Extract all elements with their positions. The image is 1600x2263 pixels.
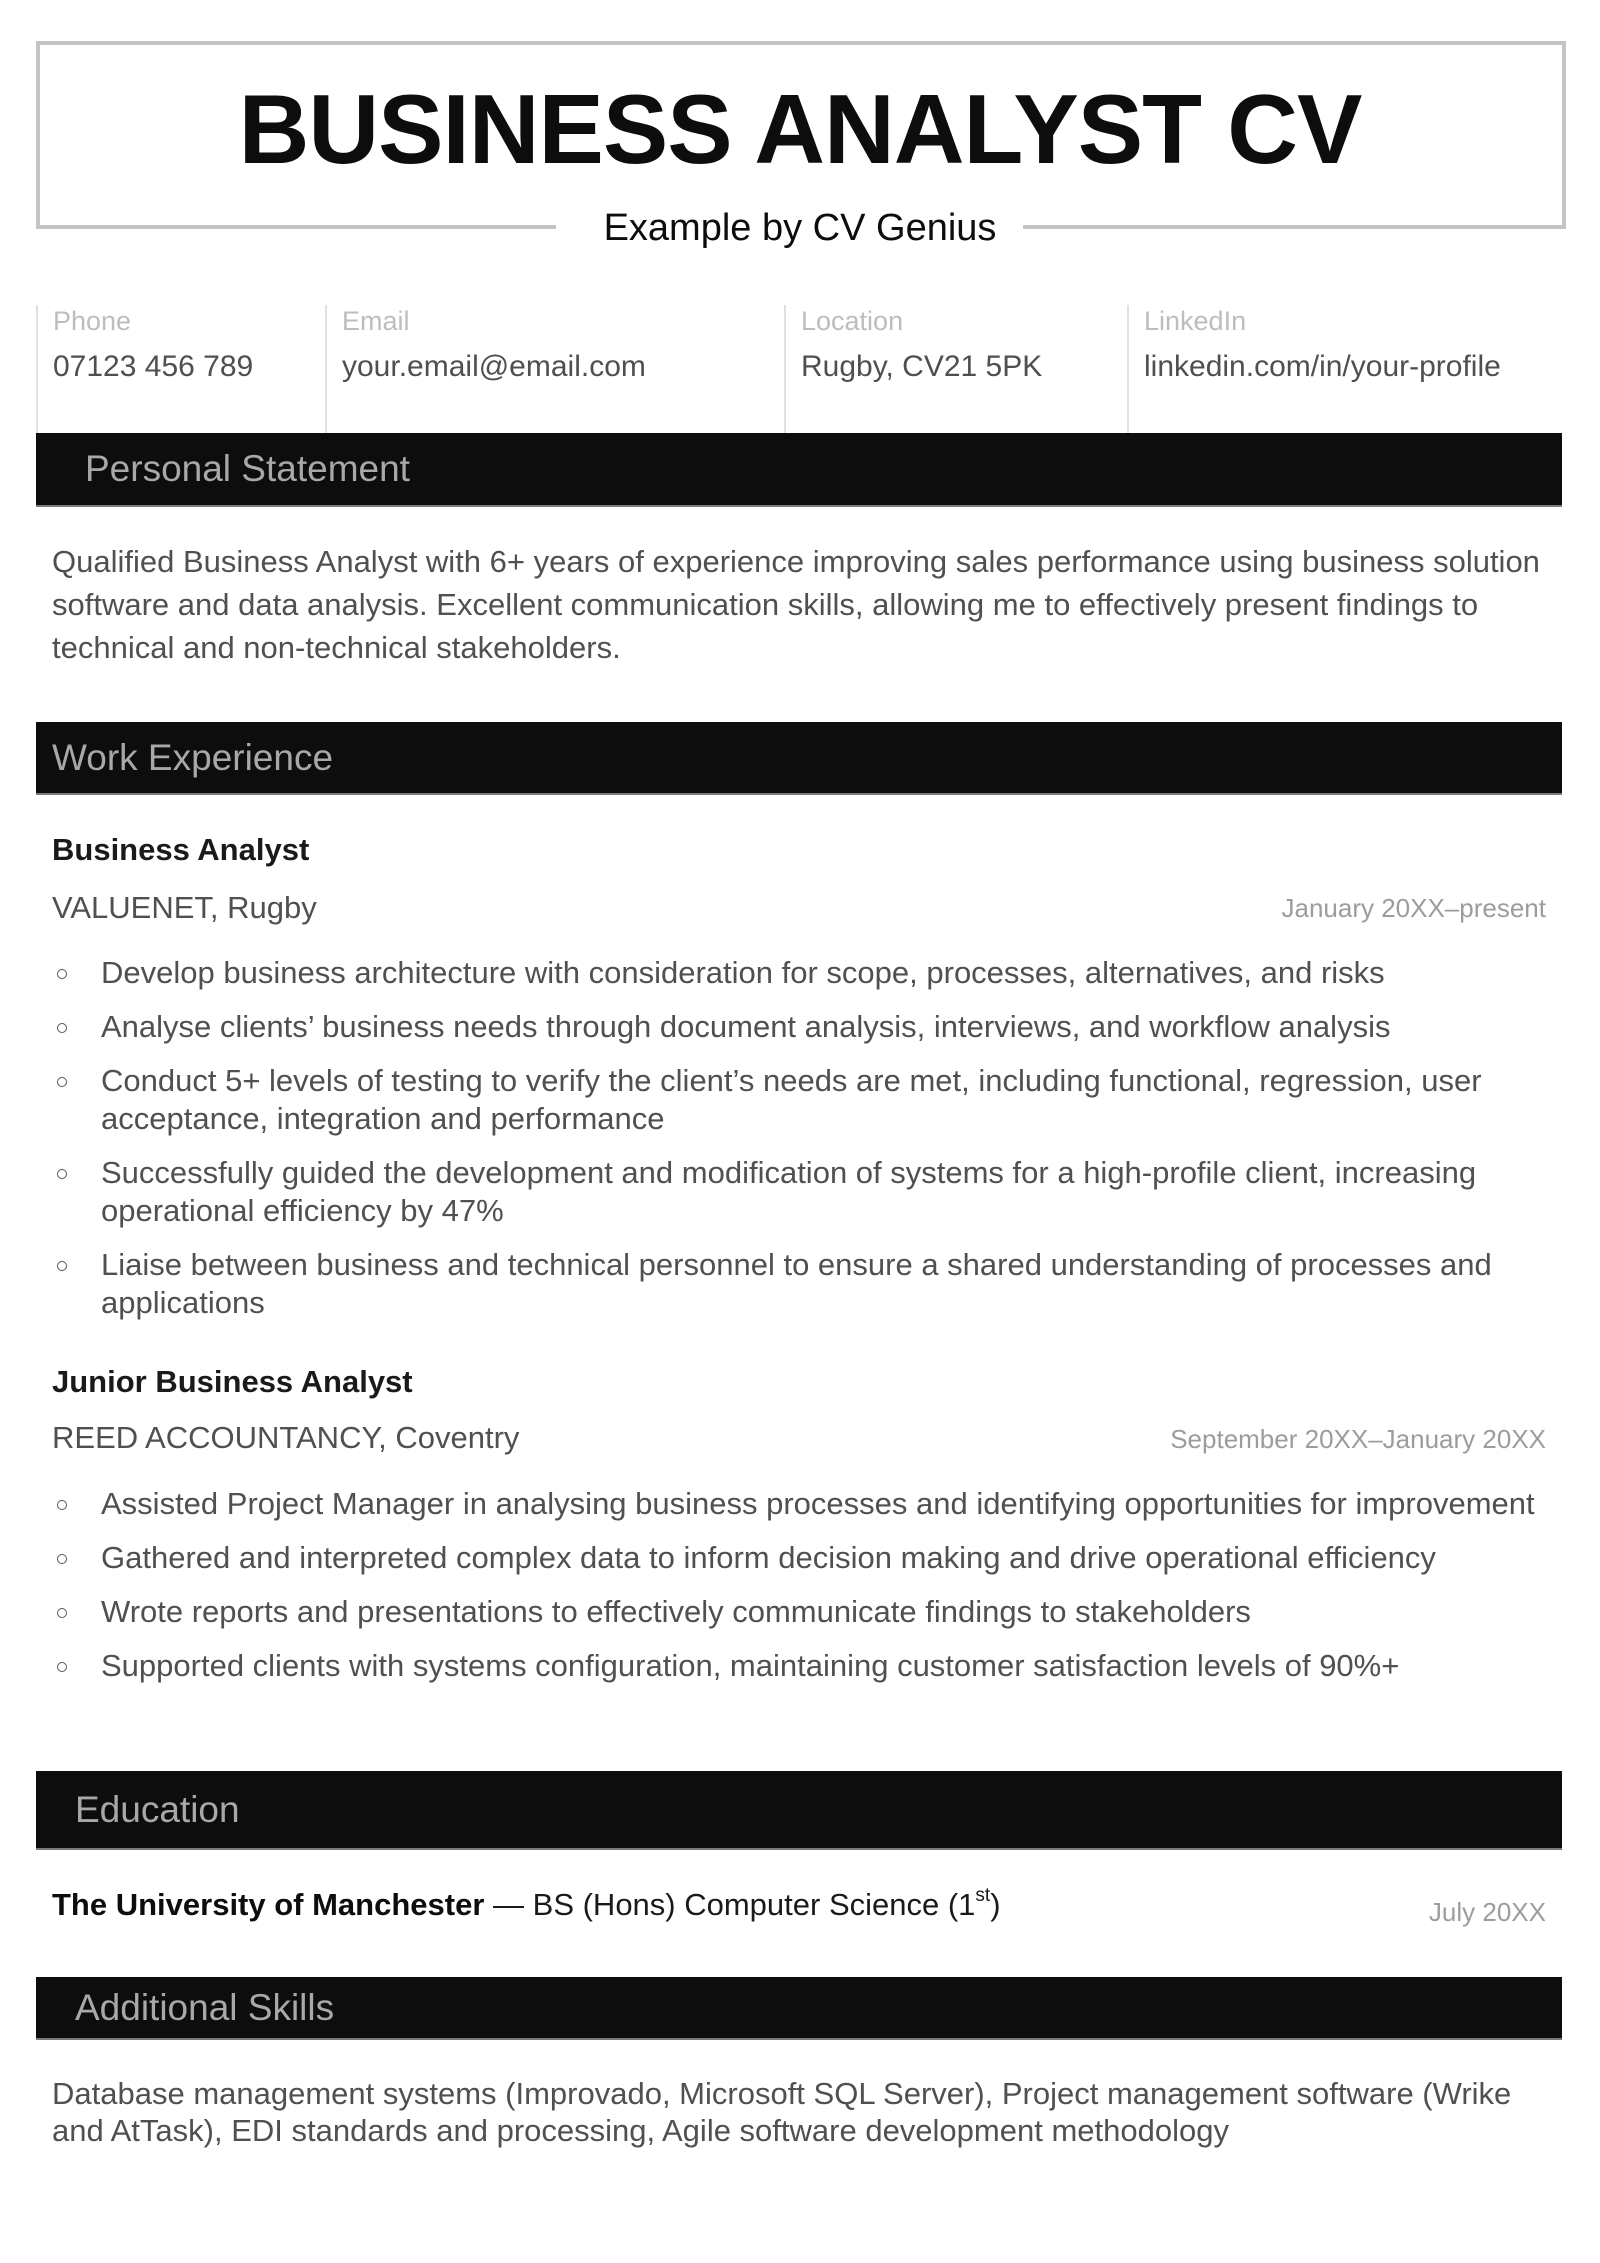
contact-label: LinkedIn bbox=[1144, 306, 1247, 336]
contact-label: Location bbox=[801, 306, 904, 336]
contact-phone bbox=[36, 305, 325, 433]
education-separator: — bbox=[484, 1887, 533, 1922]
list-item: Analyse clients’ business needs through document analysis, interviews, and workflow analysis bbox=[0, 1008, 1600, 1046]
personal-statement-text: Qualified Business Analyst with 6+ years of experience improving sales performance using business solution software and data analysis. Excellent communication skills, allowing me to effectively present findings to technical and non-technical stakeholders. bbox=[52, 544, 1540, 665]
contact-value: 07123 456 789 bbox=[53, 350, 254, 383]
list-item: Wrote reports and presentations to effectively communicate findings to stakeholders bbox=[0, 1593, 1600, 1631]
section-bar-personal-statement bbox=[36, 433, 1562, 507]
job-title: Business Analyst bbox=[52, 832, 310, 867]
hollow-circle-bullet-icon bbox=[57, 1554, 67, 1564]
hollow-circle-bullet-icon bbox=[57, 1077, 67, 1087]
job-bullet-list bbox=[0, 954, 1600, 1338]
job-company: VALUENET, Rugby bbox=[52, 890, 317, 925]
job-company: REED ACCOUNTANCY, Coventry bbox=[52, 1420, 520, 1455]
hollow-circle-bullet-icon bbox=[57, 1608, 67, 1618]
section-heading: Personal Statement bbox=[85, 448, 410, 489]
section-bar-work-experience bbox=[36, 722, 1562, 795]
job-dates: January 20XX–present bbox=[1281, 893, 1546, 923]
list-item: Supported clients with systems configuration, maintaining customer satisfaction levels of 90%+ bbox=[0, 1647, 1600, 1685]
hollow-circle-bullet-icon bbox=[57, 1500, 67, 1510]
education-degree: BS (Hons) Computer Science (1 bbox=[532, 1887, 976, 1922]
contact-label: Email bbox=[342, 306, 410, 336]
job-bullet-list bbox=[0, 1485, 1600, 1701]
hollow-circle-bullet-icon bbox=[57, 1662, 67, 1672]
list-item: Assisted Project Manager in analysing business processes and identifying opportunities for improvement bbox=[0, 1485, 1600, 1523]
hollow-circle-bullet-icon bbox=[57, 969, 67, 979]
job-dates: September 20XX–January 20XX bbox=[1170, 1424, 1546, 1454]
additional-skills-text: Database management systems (Improvado, Microsoft SQL Server), Project management software (Wrike and AtTask), EDI standards and processing, Agile software development methodology bbox=[52, 2076, 1512, 2148]
education-institution: The University of Manchester bbox=[52, 1887, 485, 1922]
page-title: BUSINESS ANALYST CV bbox=[238, 74, 1362, 184]
education-date: July 20XX bbox=[1428, 1897, 1546, 1927]
education-degree-ordinal: st bbox=[975, 1884, 991, 1906]
list-item: Gathered and interpreted complex data to inform decision making and drive operational efficiency bbox=[0, 1539, 1600, 1577]
contact-label: Phone bbox=[53, 306, 132, 336]
contact-email bbox=[325, 305, 784, 433]
hollow-circle-bullet-icon bbox=[57, 1169, 67, 1179]
hollow-circle-bullet-icon bbox=[57, 1261, 67, 1271]
contact-location bbox=[784, 305, 1127, 433]
job-title: Junior Business Analyst bbox=[52, 1364, 413, 1399]
section-heading: Work Experience bbox=[52, 737, 334, 778]
section-heading: Additional Skills bbox=[75, 1987, 335, 2028]
list-item: Successfully guided the development and modification of systems for a high-profile client, increasing operational efficiency by 47% bbox=[0, 1154, 1600, 1230]
section-heading: Education bbox=[75, 1789, 240, 1830]
section-bar-additional-skills bbox=[36, 1977, 1562, 2040]
contact-value: Rugby, CV21 5PK bbox=[801, 350, 1043, 383]
contact-value[interactable]: your.email@email.com bbox=[342, 350, 646, 383]
education-entry: The University of Manchester — BS (Hons) Computer Science (1st) bbox=[52, 1884, 1001, 1922]
contact-linkedin bbox=[1127, 305, 1562, 433]
list-item: Conduct 5+ levels of testing to verify the client’s needs are met, including functional, regression, user acceptance, integration and performance bbox=[0, 1062, 1600, 1138]
hollow-circle-bullet-icon bbox=[57, 1023, 67, 1033]
contact-value[interactable]: linkedin.com/in/your-profile bbox=[1144, 350, 1501, 383]
list-item: Develop business architecture with consideration for scope, processes, alternatives, and risks bbox=[0, 954, 1600, 992]
section-bar-education bbox=[36, 1771, 1562, 1850]
list-item: Liaise between business and technical personnel to ensure a shared understanding of processes and applications bbox=[0, 1246, 1600, 1322]
page-subtitle: Example by CV Genius bbox=[603, 207, 997, 249]
